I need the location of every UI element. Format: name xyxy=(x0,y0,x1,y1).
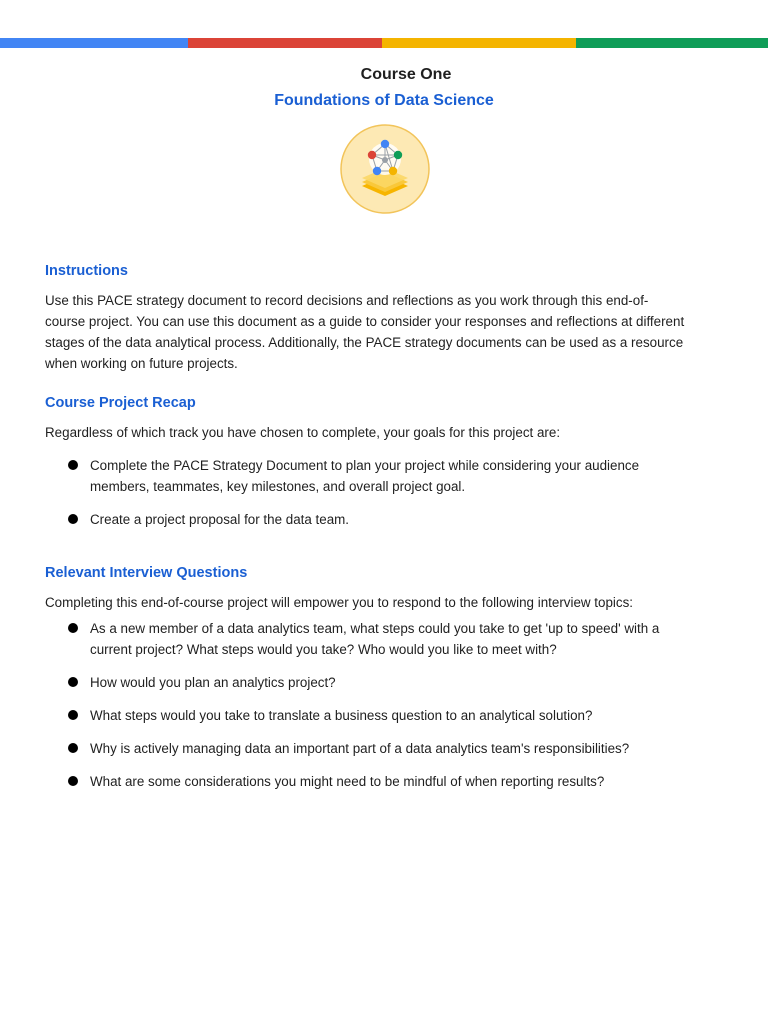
instructions-line: course project. You can use this document as a guide to consider your responses and reflections at different xyxy=(45,314,685,329)
interview-bullet-list xyxy=(68,618,708,792)
bullet-icon xyxy=(68,514,78,524)
list-item: As a new member of a data analytics team, what steps could you take to get 'up to speed' with a current project? What steps would you take? Who would you like to meet with? xyxy=(68,618,708,660)
course-label: Course One xyxy=(360,66,452,83)
recap-heading: Course Project Recap xyxy=(45,395,196,411)
color-strip xyxy=(0,38,768,48)
data-science-badge-icon xyxy=(340,124,430,214)
instructions-line: Use this PACE strategy document to record decisions and reflections as you work through this end-of- xyxy=(45,293,649,308)
instructions-line: stages of the data analytical process. Additionally, the PACE strategy documents can be used as a resource xyxy=(45,335,684,350)
bullet-icon xyxy=(68,743,78,753)
instructions-heading: Instructions xyxy=(45,263,128,279)
list-item: What are some considerations you might need to be mindful of when reporting results? xyxy=(68,771,708,792)
list-item: How would you plan an analytics project? xyxy=(68,672,708,693)
interview-heading: Relevant Interview Questions xyxy=(45,565,248,581)
bullet-icon xyxy=(68,710,78,720)
color-strip-red xyxy=(188,38,382,48)
color-strip-blue xyxy=(0,38,188,48)
bullet-icon xyxy=(68,776,78,786)
interview-intro: Completing this end-of-course project will empower you to respond to the following interview topics: xyxy=(45,595,633,610)
color-strip-green xyxy=(576,38,768,48)
bullet-icon xyxy=(68,623,78,633)
recap-bullet-list xyxy=(68,455,708,530)
bullet-icon xyxy=(68,460,78,470)
color-strip-yellow xyxy=(382,38,576,48)
bullet-icon xyxy=(68,677,78,687)
recap-intro: Regardless of which track you have chosen to complete, your goals for this project are: xyxy=(45,425,561,440)
list-item: Create a project proposal for the data team. xyxy=(68,509,708,530)
instructions-line: when working on future projects. xyxy=(45,356,238,371)
list-item: What steps would you take to translate a business question to an analytical solution? xyxy=(68,705,708,726)
course-name: Foundations of Data Science xyxy=(274,92,494,109)
list-item: Complete the PACE Strategy Document to plan your project while considering your audience members, teammates, key milestones, and overall project goal. xyxy=(68,455,708,497)
instructions-paragraph xyxy=(45,290,730,374)
list-item: Why is actively managing data an important part of a data analytics team's responsibilities? xyxy=(68,738,708,759)
